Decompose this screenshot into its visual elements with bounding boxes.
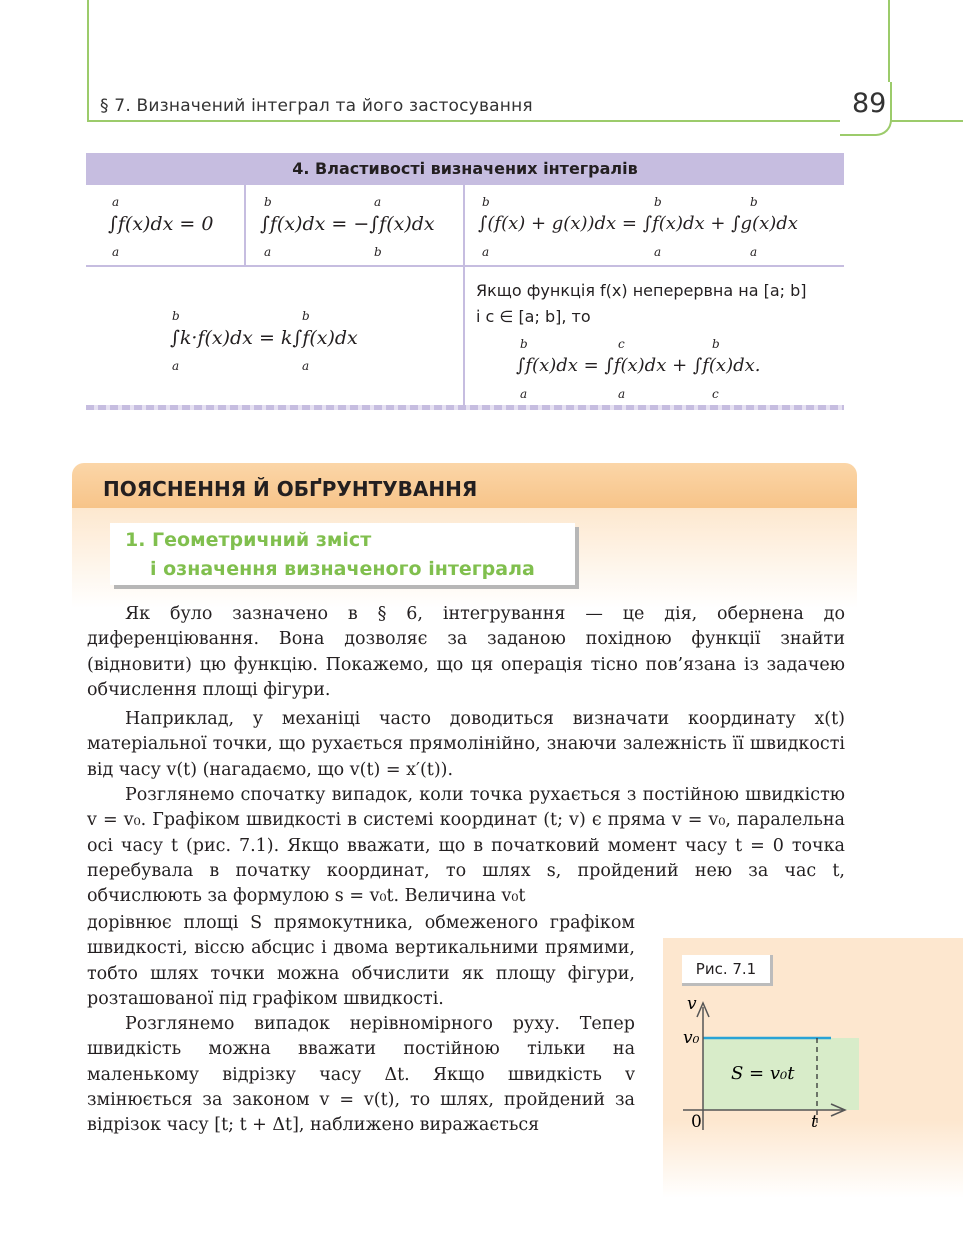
running-head: § 7. Визначений інтеграл та його застосування	[100, 96, 533, 116]
table-divider	[244, 185, 246, 265]
lower-limit: c	[712, 387, 719, 401]
x-axis-label: t	[811, 1112, 818, 1132]
upper-limit: b	[654, 195, 662, 209]
lower-limit: a	[264, 245, 272, 259]
upper-limit: b	[302, 309, 310, 323]
upper-limit: b	[264, 195, 272, 209]
level-label: v₀	[683, 1028, 700, 1048]
origin-label: 0	[691, 1112, 702, 1132]
lower-limit: b	[374, 245, 382, 259]
table-divider	[463, 185, 465, 265]
additivity-condition	[476, 278, 807, 330]
paragraph: Як було зазначено в § 6, інтегрування — це дія, обернена до диференціювання. Вона дозволяє за заданою похідною функції знайти (відновити) цю функцію. Покажемо, що ця операція тісно пов’язана із задачею обчислення площі фігури.	[87, 604, 845, 700]
formula-additivity: ∫f(x)dx = ∫f(x)dx + ∫f(x)dx.	[516, 355, 761, 376]
upper-limit: b	[712, 337, 720, 351]
velocity-graph	[663, 985, 963, 1135]
paragraph: Розглянемо випадок нерівномірного руху. Тепер швидкість можна вважати постійною тільки на маленькому відрізку часу Δt. Якщо швидкість v змінюється за законом v = v(t), то шлях, пройдений за відрізок часу [t; t + Δt], наближено виражається	[87, 1014, 635, 1136]
lower-limit: a	[482, 245, 490, 259]
subsection-title-line: 1. Геометричний зміст	[125, 529, 372, 551]
paragraph: Розглянемо спочатку випадок, коли точка рухається з постійною швидкістю v = v₀. Графіком швидкості в системі координат (t; v) є пряма v = v₀, паралельна осі часу t (рис. 7.1). Якщо вважати, що в початковий момент часу t = 0 точка перебувала в початку координат, то шлях s, пройдений нею за час t, обчислюють за формулою s = v₀t. Величина v₀t	[87, 785, 845, 907]
upper-limit: b	[172, 309, 180, 323]
lower-limit: a	[520, 387, 528, 401]
lower-limit: a	[172, 359, 180, 373]
formula-constant-factor: ∫k·f(x)dx = k∫f(x)dx	[170, 327, 358, 349]
formula-sum-rule: ∫(f(x) + g(x))dx = ∫f(x)dx + ∫g(x)dx	[478, 213, 798, 234]
upper-limit: a	[374, 195, 382, 209]
subsection-title-line: і означення визначеного інтеграла	[150, 558, 535, 580]
y-axis-label: v	[687, 994, 697, 1014]
table-divider	[463, 267, 465, 407]
page-number: 89	[852, 88, 887, 119]
lower-limit: a	[654, 245, 662, 259]
condition-line: Якщо функція f(x) неперервна на [a; b]	[476, 281, 807, 300]
upper-limit: b	[520, 337, 528, 351]
paragraph: дорівнює площі S прямокутника, обмеженого графіком швидкості, віссю абсцис і двома вертикальними прямими, тобто шлях точки можна обчислити як площу фігури, розташованої під графіком швидкості.	[87, 913, 635, 1009]
lower-limit: a	[112, 245, 120, 259]
section-title: ПОЯСНЕННЯ Й ОБҐРУНТУВАННЯ	[103, 477, 478, 501]
figure-label: Рис. 7.1	[682, 955, 773, 986]
subsection-title	[125, 526, 535, 584]
formula-swap-limits: ∫f(x)dx = −∫f(x)dx	[260, 213, 435, 235]
table-row	[86, 185, 844, 267]
header-frame-bottom	[87, 120, 963, 122]
condition-line: і c ∈ [a; b], то	[476, 307, 591, 326]
upper-limit: b	[750, 195, 758, 209]
lower-limit: a	[750, 245, 758, 259]
paragraph: Наприклад, у механіці часто доводиться визначати координату x(t) матеріальної точки, що рухається прямолінійно, знаючи залежність її швидкості від часу v(t) (нагадаємо, що v(t) = x′(t)).	[87, 709, 845, 780]
area-label: S = v₀t	[731, 1063, 795, 1084]
lower-limit: a	[302, 359, 310, 373]
formula-zero-interval: ∫f(x)dx = 0	[108, 213, 214, 235]
table-title: 4. Властивості визначених інтегралів	[86, 153, 844, 185]
table-bottom-border	[86, 405, 844, 410]
upper-limit: c	[618, 337, 625, 351]
upper-limit: a	[112, 195, 120, 209]
upper-limit: b	[482, 195, 490, 209]
lower-limit: a	[618, 387, 626, 401]
header-frame-left	[87, 0, 89, 120]
